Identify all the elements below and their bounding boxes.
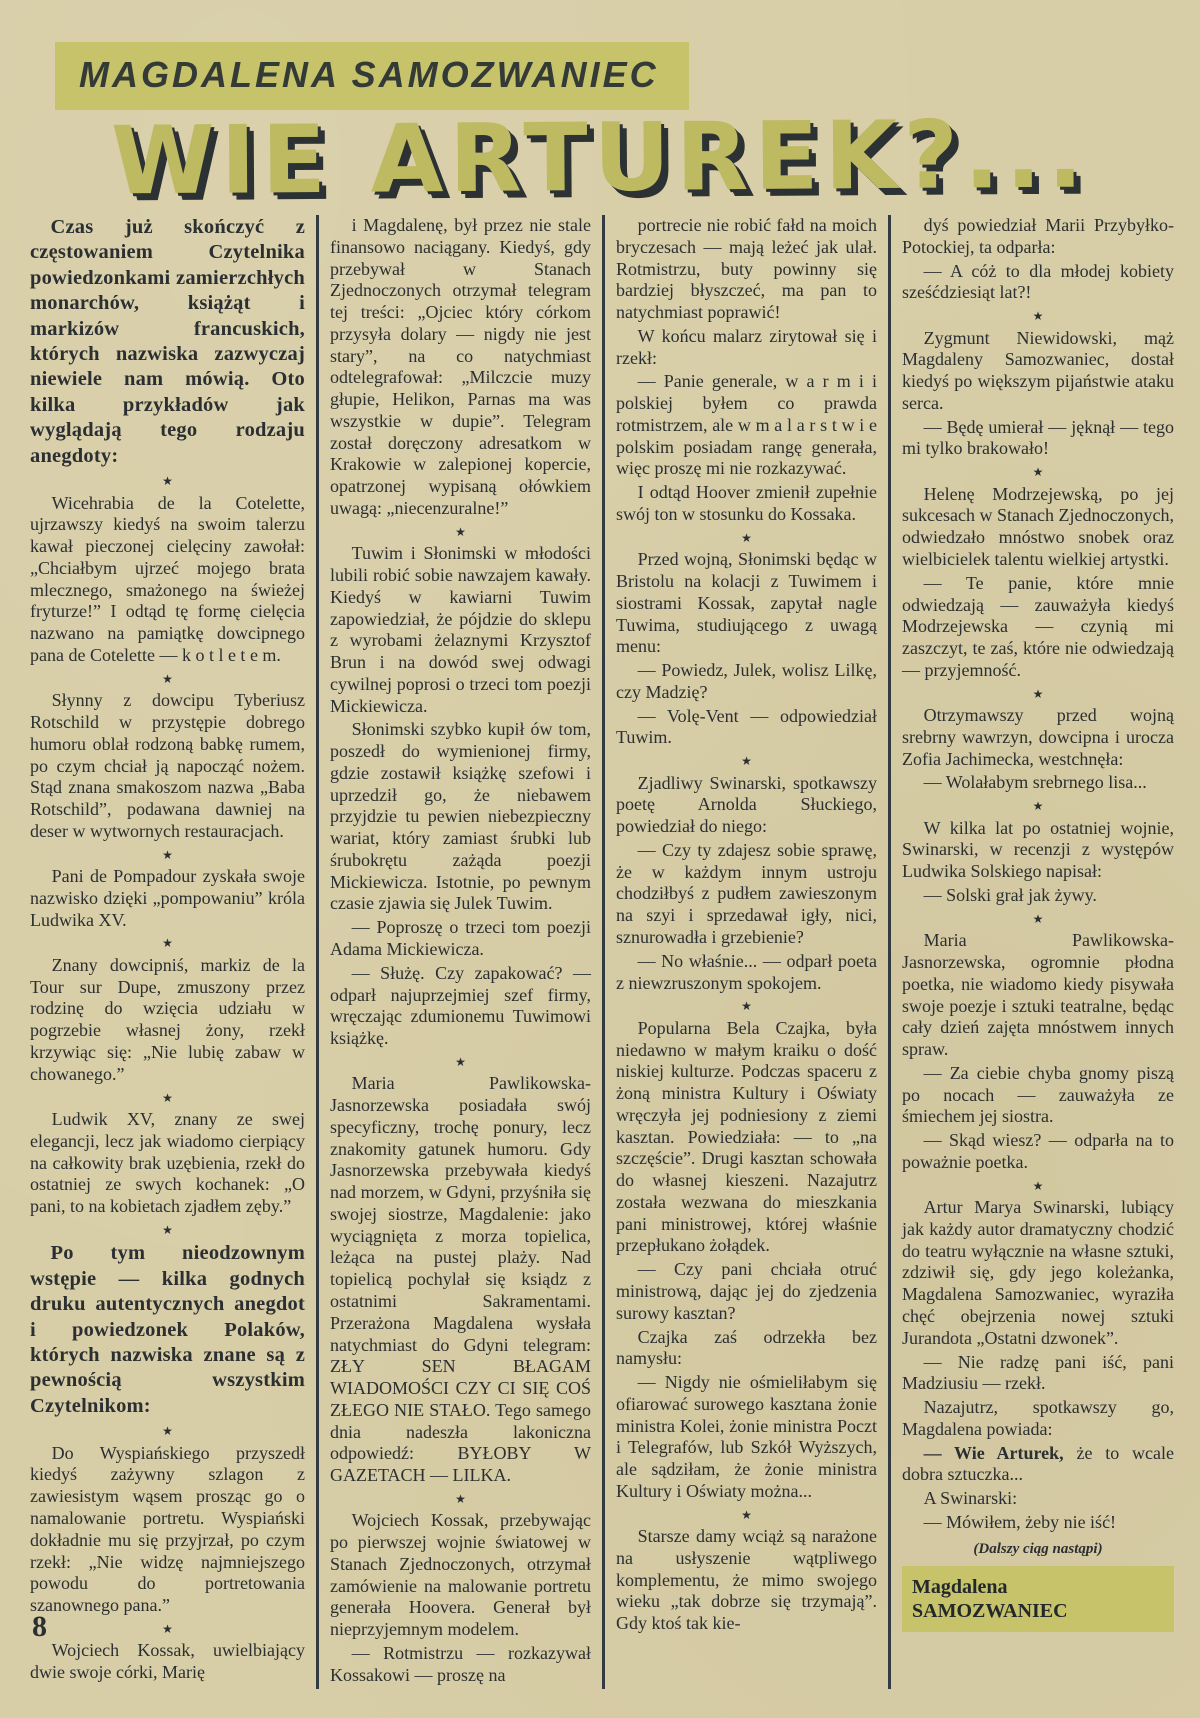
- paragraph: Helenę Modrzejewską, po jej sukcesach w Stanach Zjednoczonych, odwiedzało mnóstwo snobek oraz wielbicielek talentu wielkiej artystki.: [902, 483, 1174, 569]
- paragraph: Starsze damy wciąż są narażone na usłyszenie wątpliwego komplementu, że mimo swojego wieku „tak dobrze się trzymają”. Gdy ktoś tak kie-: [616, 1526, 877, 1634]
- paragraph: dyś powiedział Marii Przybyłko-Potockiej, ta odparła:: [902, 215, 1174, 257]
- section-separator-star: ★: [162, 671, 173, 686]
- article-columns: [30, 215, 1174, 1689]
- section-separator-star: ★: [162, 1424, 173, 1439]
- paragraph: — Za ciebie chyba gnomy piszą po nocach — zauważyła ze śmiechem jej siostra.: [902, 1062, 1174, 1127]
- section-separator-star: ★: [162, 1222, 173, 1237]
- paragraph: Maria Pawlikowska-Jasnorzewska, ogromnie płodna poetka, nie wiadomo kiedy pisywała swoje poezje i sztuki teatralne, będąc cały dzień zajęta mnóstwem innych spraw.: [902, 930, 1174, 1060]
- text-column-1: [30, 215, 316, 1689]
- bold-phrase: — Wie Arturek,: [923, 1442, 1064, 1463]
- paragraph: Czajka zaś odrzekła bez namysłu:: [616, 1326, 877, 1369]
- section-separator-star: ★: [455, 1491, 466, 1506]
- paragraph: I odtąd Hoover zmienił zupełnie swój ton w stosunku do Kossaka.: [616, 482, 877, 524]
- paragraph: A Swinarski:: [923, 1488, 1018, 1509]
- paragraph: — Nie radzę pani iść, pani Madziusiu — rzekł.: [902, 1351, 1174, 1394]
- paragraph: — No właśnie... — odparł poeta z niewzruszonym spokojem.: [616, 950, 877, 993]
- text-column-3: [602, 215, 888, 1689]
- section-separator-star: ★: [1032, 309, 1044, 324]
- paragraph: — Wolałabym srebrnego lisa...: [923, 772, 1147, 793]
- paragraph: Wicehrabia de la Cotelette, ujrzawszy kiedyś na swoim talerzu kawał pieczonej cielęciny zawołał: „Chciałbym ujrzeć mojego brata mlecznego, smażonego na świeżej fryturze!” I odtąd tę formę cielęcia nazwano na pamiątkę dowcipnego pana de Cotelette — k o t l e t e m.: [30, 492, 305, 665]
- paragraph: i Magdalenę, był przez nie stale finansowo naciągany. Kiedyś, gdy przebywał w Stanach Zjednoczonych otrzymał telegram tej treści: „Ojciec który córkom przysyła dolary — nigdy nie jest stary”, na co natychmiast odtelegrafował: „Milczcie muzy głupie, Helikon, Parnas ma was wszystkie w dupie”. Telegram został doręczony adresatkom w Krakowie w zalepionej kopercie, opatrzonej wypisaną ołówkiem uwagą: „niecenzuralne!”: [330, 215, 591, 518]
- paragraph: Nazajutrz, spotkawszy go, Magdalena powiada:: [902, 1397, 1174, 1439]
- paragraph: Znany dowcipniś, markiz de la Tour sur Dupe, zmuszony przez rodzinę do wzięcia udziału w pogrzebie własnej żony, rzekł krzywiąc się: „Nie lubię zabaw w chowanego.”: [30, 954, 305, 1084]
- author-signature: Magdalena SAMOZWANIEC: [902, 1566, 1174, 1632]
- paragraph: — Wie Arturek, że to wcale dobra sztuczka...: [902, 1442, 1174, 1485]
- section-separator-star: ★: [162, 936, 173, 951]
- text-column-2: [316, 215, 602, 1689]
- paragraph: Słynny z dowcipu Tyberiusz Rotschild w przystępie dobrego humoru oblał rodzoną babkę rumem, po czym chciał ją napocząć nożem. Stąd znana smakoszom nazwa „Baba Rotschild”, podawana dawniej na deser w wytwornych restauracjach.: [30, 690, 305, 841]
- paragraph: — Nigdy nie ośmieliłabym się ofiarować surowego kasztana żonie ministra Kolei, żonie ministra Poczt i Telegrafów, lub Szkół Wyższych, ale sądziłam, że żonie ministra Kultury i Oświaty można...: [616, 1372, 877, 1501]
- paragraph: Po tym nieodzownym wstępie — kilka godnych druku autentycznych anegdot i powiedzonek Polaków, których nazwiska znane są z pewnością wszystkim Czytelnikom:: [30, 1242, 305, 1417]
- paragraph: — Panie generale, w a r m i i polskiej byłem co prawda rotmistrzem, ale w m a l a r s t w i e polskim posiadam rangę generała, więc proszę mi nie rozkazywać.: [616, 371, 877, 479]
- paragraph: — Te panie, które mnie odwiedzają — zauważyła kiedyś Modrzejewska — czynią mi zaszczyt, te zaś, które nie odwiedzają — przyjemność.: [902, 572, 1174, 680]
- paragraph: — Rotmistrzu — rozkazywał Kossakowi — proszę na: [330, 1643, 591, 1685]
- paragraph: Słonimski szybko kupił ów tom, poszedł do wymienionej firmy, gdzie zostawił książkę szefowi i uprzedził go, że niebawem przyjdzie tu pewien niebezpieczny wariat, który zamiast śrubki lub śrubokrętu zażąda poezji Mickiewicza. Istotnie, po pewnym czasie zjawia się Julek Tuwim.: [330, 719, 591, 914]
- section-separator-star: ★: [1032, 1178, 1044, 1193]
- author-banner: MAGDALENA SAMOZWANIEC: [55, 42, 689, 110]
- page-title: WIE ARTUREK?...: [110, 100, 1090, 217]
- paragraph: — A cóż to dla młodej kobiety sześćdziesiąt lat?!: [902, 260, 1174, 303]
- paragraph: W końcu malarz zirytował się i rzekł:: [616, 325, 877, 368]
- paragraph: — Służę. Czy zapakować? — odparł najuprzejmiej szef firmy, wręczając zdumionemu Tuwimowi książkę.: [330, 962, 591, 1049]
- paragraph: Do Wyspiańskiego przyszedł kiedyś zażywny szlagon z zawiesistym wąsem prosząc go o namalowanie portretu. Wyspiański dokładnie mu się przyjrzał, po czym rzekł: „Nie widzę najmniejszego powodu do portretowania szanownego pana.”: [30, 1442, 305, 1616]
- section-separator-star: ★: [741, 999, 752, 1014]
- section-separator-star: ★: [455, 1054, 466, 1069]
- paragraph: Wojciech Kossak, przebywając po pierwszej wojnie światowej w Stanach Zjednoczonych, otrzymał zamówienie na malowanie portretu generała Hoovera. Generał był nieprzyjemnym modelem.: [330, 1510, 591, 1640]
- paragraph: Maria Pawlikowska-Jasnorzewska posiadała swój specyficzny, trochę ponury, lecz znakomity gatunek humoru. Gdy Jasnorzewska przebywała kiedyś nad morzem, w Gdyni, przyśniła się swojej siostrze, Magdalenie: jako wyciągnięta z morza topielica, leżąca na pustej plaży. Nad topielicą pochylał się ksiądz z ostatnimi Sakramentami. Przerażona Magdalena wysłała natychmiast do Gdyni telegram: ZŁY SEN BŁAGAM WIADOMOŚCI CZY CI SIĘ COŚ ZŁEGO NIE STAŁO. Tego samego dnia nadeszła lakoniczna odpowiedź: BYŁOBY W GAZETACH — LILKA.: [330, 1073, 591, 1486]
- paragraph: Czas już skończyć z częstowaniem Czytelnika powiedzonkami zamierzchłych monarchów, książąt i markizów francuskich, których nazwiska zazwyczaj niewiele nam mówią. Oto kilka przykładów jak wyglądają tego rodzaju anegdoty:: [30, 216, 305, 467]
- paragraph: Ludwik XV, znany ze swej elegancji, lecz jak wiadomo cierpiący na całkowity brak uzębienia, rzekł do ostatniej ze swych kochanek: „O pani, to na kobietach zjadłem zęby.”: [30, 1109, 305, 1217]
- paragraph: Pani de Pompadour zyskała swoje nazwisko dzięki „pompowaniu” króla Ludwika XV.: [30, 866, 305, 930]
- paragraph: Otrzymawszy przed wojną srebrny wawrzyn, dowcipna i urocza Zofia Jachimecka, westchnęła:: [902, 705, 1174, 769]
- paragraph: Przed wojną, Słonimski będąc w Bristolu na kolacji z Tuwimem i siostrami Kossak, zapytał nagle Tuwima, studiującego z uwagą menu:: [616, 549, 877, 657]
- section-separator-star: ★: [741, 530, 752, 545]
- section-separator-star: ★: [1032, 911, 1044, 926]
- section-separator-star: ★: [1032, 799, 1044, 814]
- paragraph: Zjadliwy Swinarski, spotkawszy poetę Arnolda Słuckiego, powiedział do niego:: [616, 772, 877, 837]
- section-separator-star: ★: [162, 1090, 173, 1105]
- paragraph: — Mówiłem, żeby nie iść!: [923, 1511, 1117, 1532]
- section-separator-star: ★: [162, 474, 173, 489]
- paragraph: — Czy pani chciała otruć ministrową, dając jej do zjedzenia surowy kasztan?: [616, 1259, 877, 1323]
- paragraph: W kilka lat po ostatniej wojnie, Swinarski, w recenzji z występów Ludwika Solskiego napisał:: [902, 817, 1174, 882]
- paragraph: Artur Marya Swinarski, lubiący jak każdy autor dramatyczny chodzić do teatru wyłącznie na własne sztuki, zdziwił się, gdy jego koleżanka, Magdalena Samozwaniec, wyraziła chęć obejrzenia nowej sztuki Jurandota „Ostatni dzwonek”.: [902, 1197, 1174, 1348]
- paragraph: — Skąd wiesz? — odparła na to poważnie poetka.: [902, 1130, 1174, 1172]
- paragraph: — Czy ty zdajesz sobie sprawę, że w każdym innym ustroju chodziłbyś z pudłem zawieszonym na szyi i sprzedawał igły, nici, sznurowadła i grzebienie?: [616, 839, 877, 947]
- continuation-note: (Dalszy ciąg nastąpi): [973, 1540, 1103, 1557]
- section-separator-star: ★: [162, 847, 173, 862]
- paragraph: Wojciech Kossak, uwielbiający dwie swoje córki, Marię: [30, 1640, 305, 1683]
- paragraph: — Powiedz, Julek, wolisz Lilkę, czy Madzię?: [616, 660, 877, 702]
- paragraph: — Poproszę o trzeci tom poezji Adama Mickiewicza.: [330, 917, 591, 960]
- paragraph: portrecie nie robić fałd na moich bryczesach — mają leżeć jak ulał. Rotmistrzu, buty powinny się bardziej błyszczeć, ma pan to natychmiast poprawić!: [616, 215, 877, 323]
- section-separator-star: ★: [741, 1507, 752, 1522]
- section-separator-star: ★: [1032, 686, 1044, 701]
- paragraph: — Będę umierał — jęknął — tego mi tylko brakowało!: [902, 416, 1174, 459]
- section-separator-star: ★: [455, 524, 466, 539]
- paragraph: Zygmunt Niewidowski, mąż Magdaleny Samozwaniec, dostał kiedyś po większym pijaństwie ataku serca.: [902, 327, 1174, 413]
- paragraph: Tuwim i Słonimski w młodości lubili robić sobie nawzajem kawały. Kiedyś w kawiarni Tuwim zapowiedział, że pójdzie do sklepu z wyrobami żelaznymi Krzysztof Brun i na dowód swej odwagi cywilnej poprosi o trzeci tom poezji Mickiewicza.: [330, 543, 591, 716]
- text-column-4: [888, 215, 1174, 1689]
- section-separator-star: ★: [162, 1621, 173, 1636]
- paragraph: Popularna Bela Czajka, była niedawno w małym kraiku o dość niskiej kulturze. Podczas spaceru z żoną ministra Kultury i Oświaty wręczyła jej podniesiony z ziemi kasztan. Powiedziała: — to „na szczęście”. Drugi kasztan schowała do własnej kieszeni. Nazajutrz została wezwana do mieszkania pani ministrowej, której właśnie przepłukano żołądek.: [616, 1017, 877, 1256]
- page-number: 8: [32, 1610, 47, 1643]
- section-separator-star: ★: [1032, 465, 1044, 480]
- paragraph: — Solski grał jak żywy.: [923, 884, 1097, 905]
- paragraph: — Volę-Vent — odpowiedział Tuwim.: [616, 705, 877, 748]
- section-separator-star: ★: [741, 754, 752, 769]
